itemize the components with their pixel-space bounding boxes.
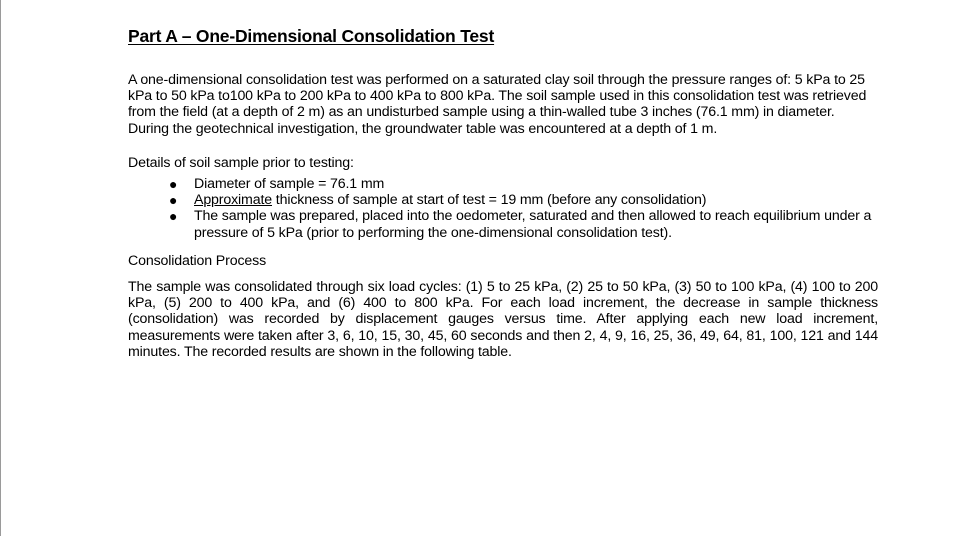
- list-item: [169, 176, 878, 193]
- process-heading: Consolidation Process: [128, 252, 267, 269]
- list-item-text: Diameter of sample = 76.1 mm: [194, 176, 385, 193]
- process-paragraph: The sample was consolidated through six load cycles: (1) 5 to 25 kPa, (2) 25 to 50 kPa, (3) 50 to 100 kPa, (4) 100 to 200 kPa, (5) 200 to 400 kPa, and (6) 400 to 800 kPa. For each load increment, the decrease in sample thickness (consolidation) was recorded by displacement gauges versus time. After applying each new load increment, measurements were taken after 3, 6, 10, 15, 30, 45, 60 seconds and then 2, 4, 9, 16, 25, 36, 49, 64, 81, 100, 121 and 144 minutes. The recorded results are shown in the following table.: [128, 279, 878, 360]
- document-body: [128, 25, 878, 360]
- list-item: [169, 208, 878, 241]
- list-item-text: thickness of sample at start of test = 19 mm (before any consolidation): [272, 192, 707, 209]
- details-heading: Details of soil sample prior to testing:: [128, 154, 354, 171]
- details-list: [128, 176, 878, 241]
- intro-paragraph: A one-dimensional consolidation test was performed on a saturated clay soil through the pressure ranges of: 5 kPa to 25 kPa to 50 kPa to100 kPa to 200 kPa to 400 kPa to 800 kPa. The soil sample used in this consolidation test was retrieved from the field (at a depth of 2 m) as an undisturbed sample using a thin-walled tube 3 inches (76.1 mm) in diameter. During the geotechnical investigation, the groundwater table was encountered at a depth of 1 m.: [128, 72, 867, 137]
- bullet-icon: ●: [169, 192, 178, 209]
- underlined-word: Approximate: [194, 192, 272, 209]
- section-title: Part A – One-Dimensional Consolidation Test: [128, 26, 495, 46]
- bullet-icon: ●: [169, 176, 178, 193]
- list-item-text: The sample was prepared, placed into the oedometer, saturated and then allowed to reach equilibrium under a pressure of 5 kPa (prior to performing the one-dimensional consolidation test).: [194, 208, 872, 241]
- bullet-icon: ●: [169, 208, 178, 225]
- page-left-edge: [0, 0, 1, 536]
- list-item: [169, 192, 878, 209]
